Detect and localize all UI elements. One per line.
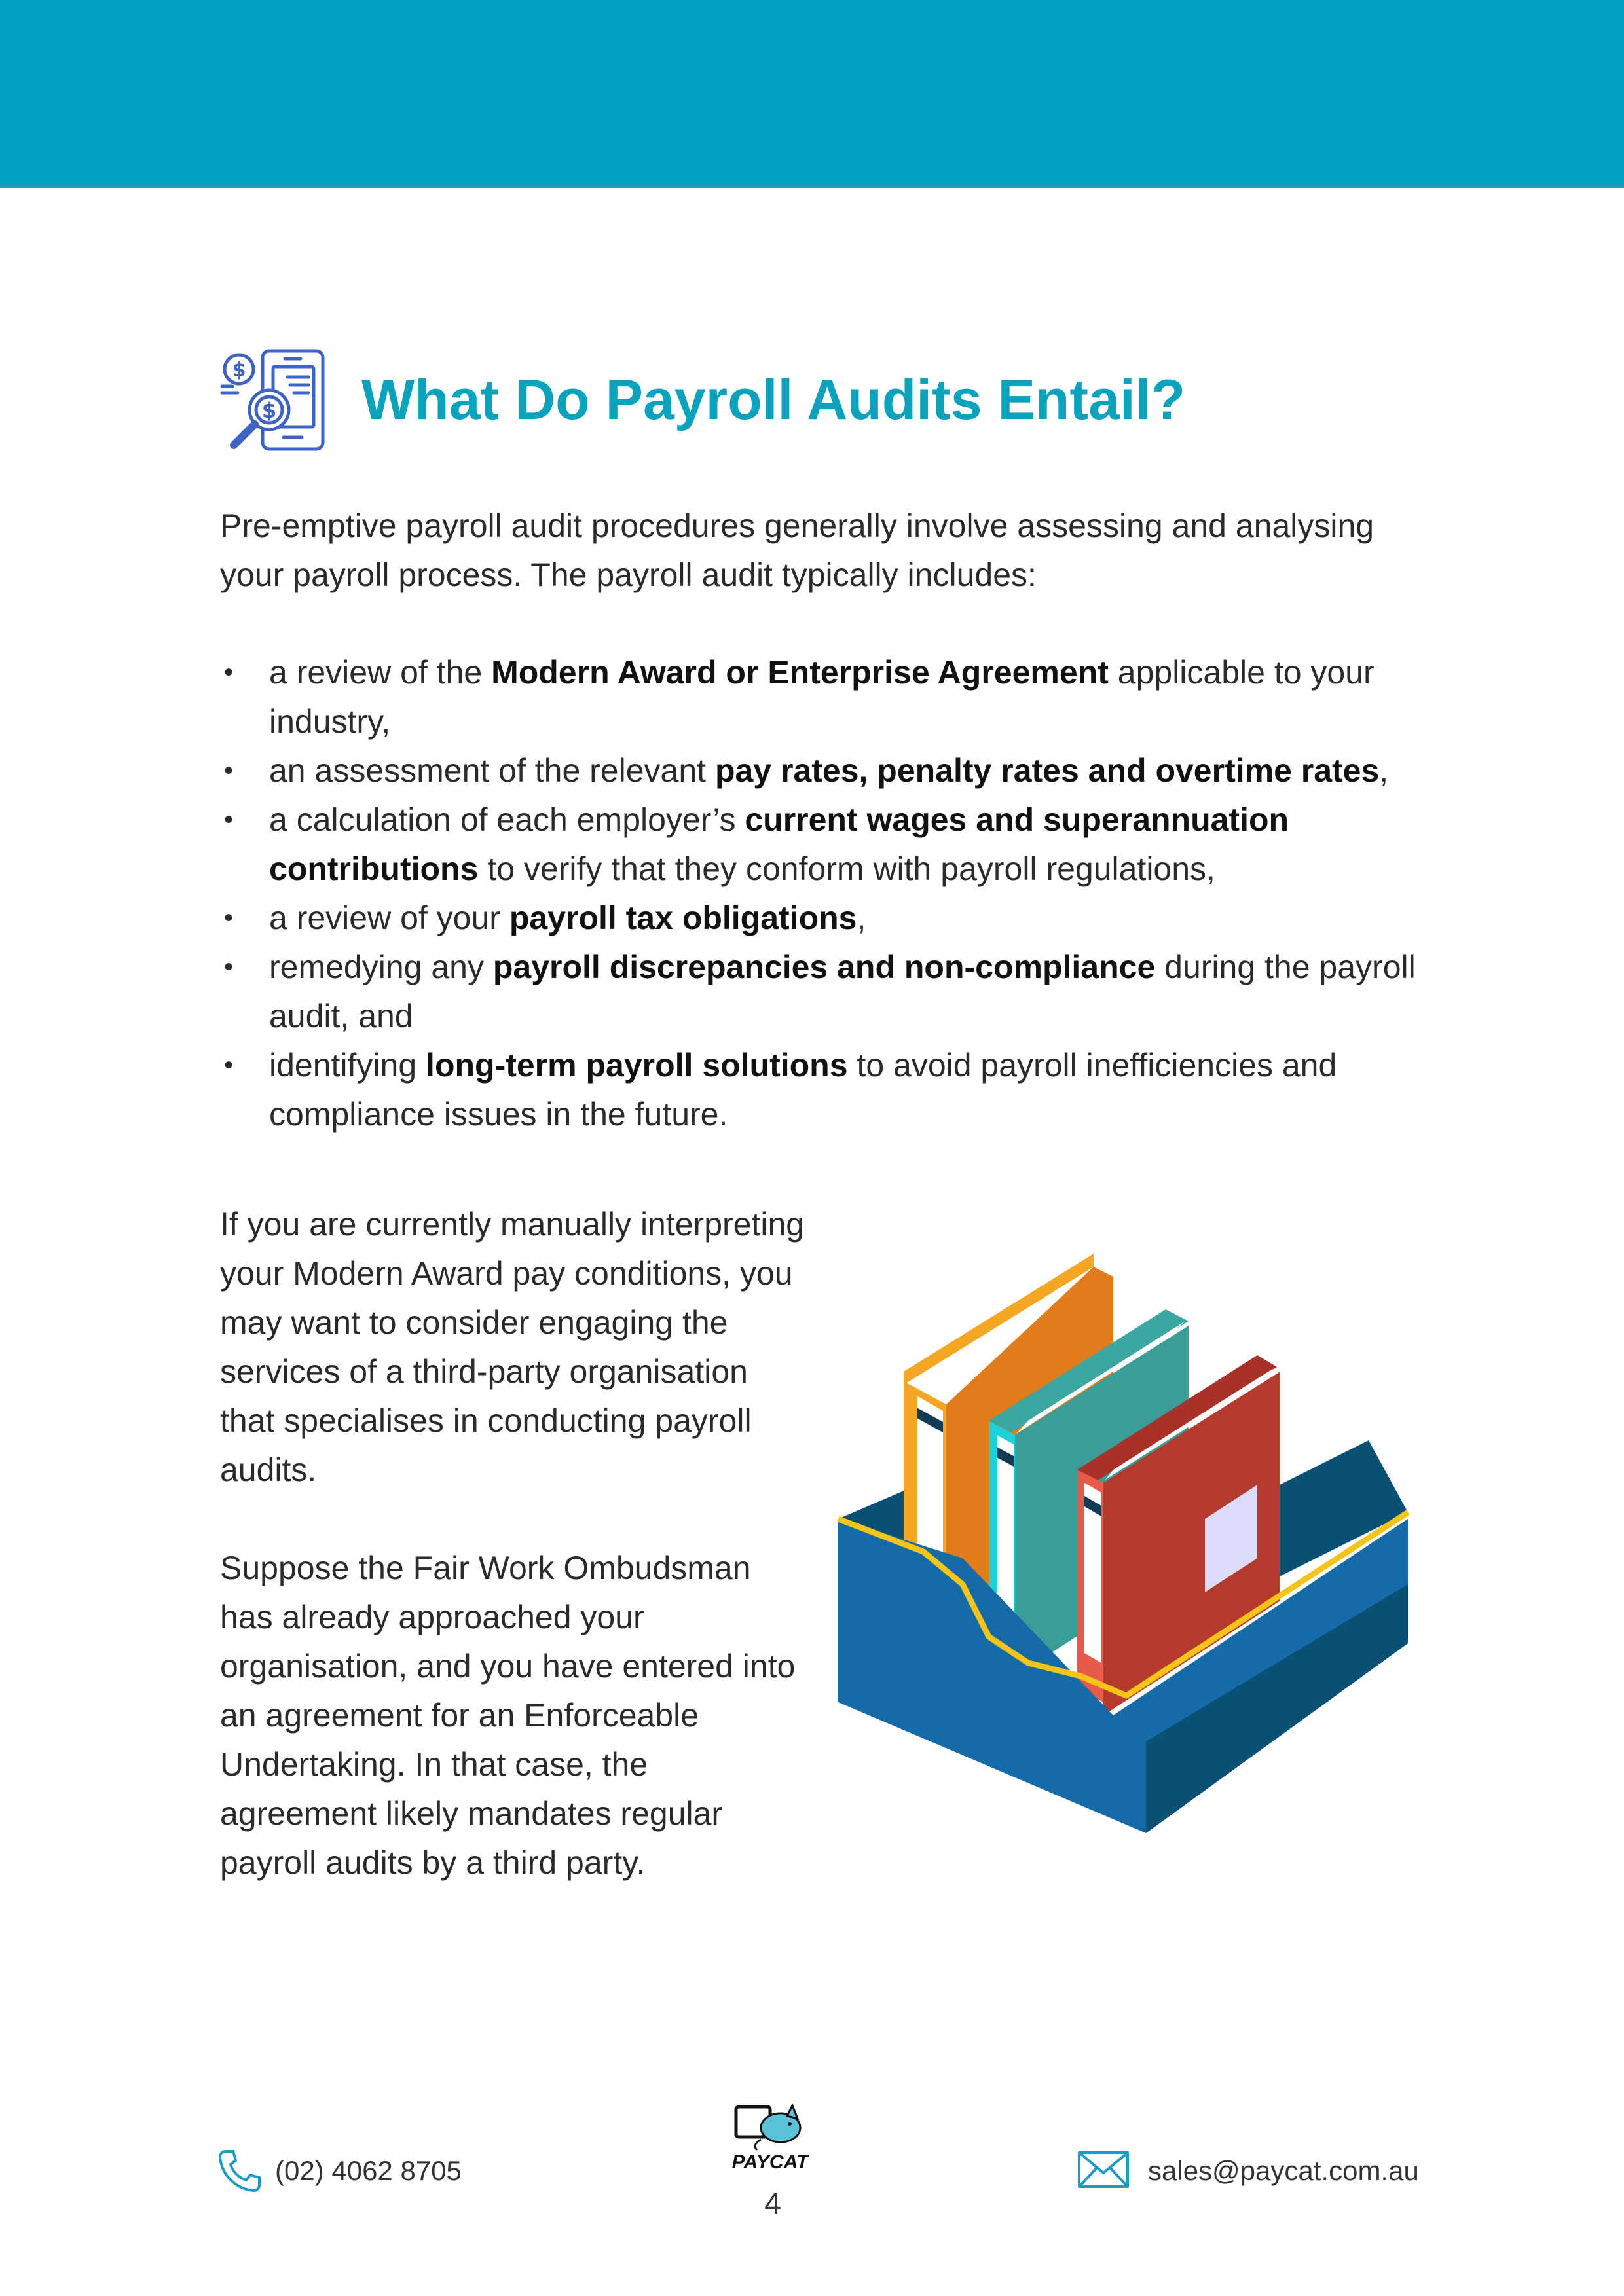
page-number: 4 (764, 2186, 781, 2220)
bullet-dot: • (224, 1051, 234, 1080)
list-item: • a calculation of each employer’s current wages and superannuation contributions to verify that they conform with payroll regulations, (220, 795, 1431, 894)
bullet-dot: • (224, 953, 234, 981)
paragraph-third-party: If you are currently manually interpreting your Modern Award pay conditions, you may want to consider engaging the services of a third-party organisation that specialises in conducting payroll audits. (220, 1206, 805, 1488)
bullet-dot: • (224, 903, 234, 932)
bullet-dot: • (224, 805, 234, 834)
list-item: • an assessment of the relevant pay rates, penalty rates and overtime rates, (220, 746, 1431, 795)
header-band (0, 0, 1624, 188)
audit-includes-list (220, 648, 1431, 1139)
list-item: • identifying long-term payroll solutions to avoid payroll inefficiencies and compliance issues in the future. (220, 1041, 1431, 1139)
svg-text:$: $ (232, 359, 246, 382)
bullet-dot: • (224, 756, 234, 785)
svg-text:$: $ (261, 398, 277, 423)
paragraph-fair-work: Suppose the Fair Work Ombudsman has already approached your organisation, and you have entered into an agreement for an Enforceable Undertaking. In that case, the agreement likely mandates regular payroll audits by a third party. (220, 1550, 796, 1881)
list-item: • remedying any payroll discrepancies and non-compliance during the payroll audit, and (220, 943, 1431, 1041)
intro-paragraph: Pre-emptive payroll audit procedures generally involve assessing and analysing your payroll process. The payroll audit typically includes: (220, 507, 1375, 593)
svg-text:PAYCAT: PAYCAT (732, 2151, 809, 2173)
list-item: • a review of the Modern Award or Enterprise Agreement applicable to your industry, (220, 648, 1431, 746)
binders-in-file-box-illustration (832, 1244, 1421, 1833)
phone-icon (216, 2147, 263, 2195)
magnifier-dollar-document-icon (218, 347, 331, 455)
footer-phone[interactable]: (02) 4062 8705 (275, 2155, 462, 2186)
list-item: • a review of your payroll tax obligations, (220, 894, 1431, 943)
bullet-dot: • (224, 658, 234, 687)
footer-email[interactable]: sales@paycat.com.au (1148, 2155, 1419, 2186)
page-title: What Do Payroll Audits Entail? (361, 369, 1186, 431)
paycat-logo (732, 2102, 811, 2174)
envelope-icon (1077, 2151, 1130, 2189)
